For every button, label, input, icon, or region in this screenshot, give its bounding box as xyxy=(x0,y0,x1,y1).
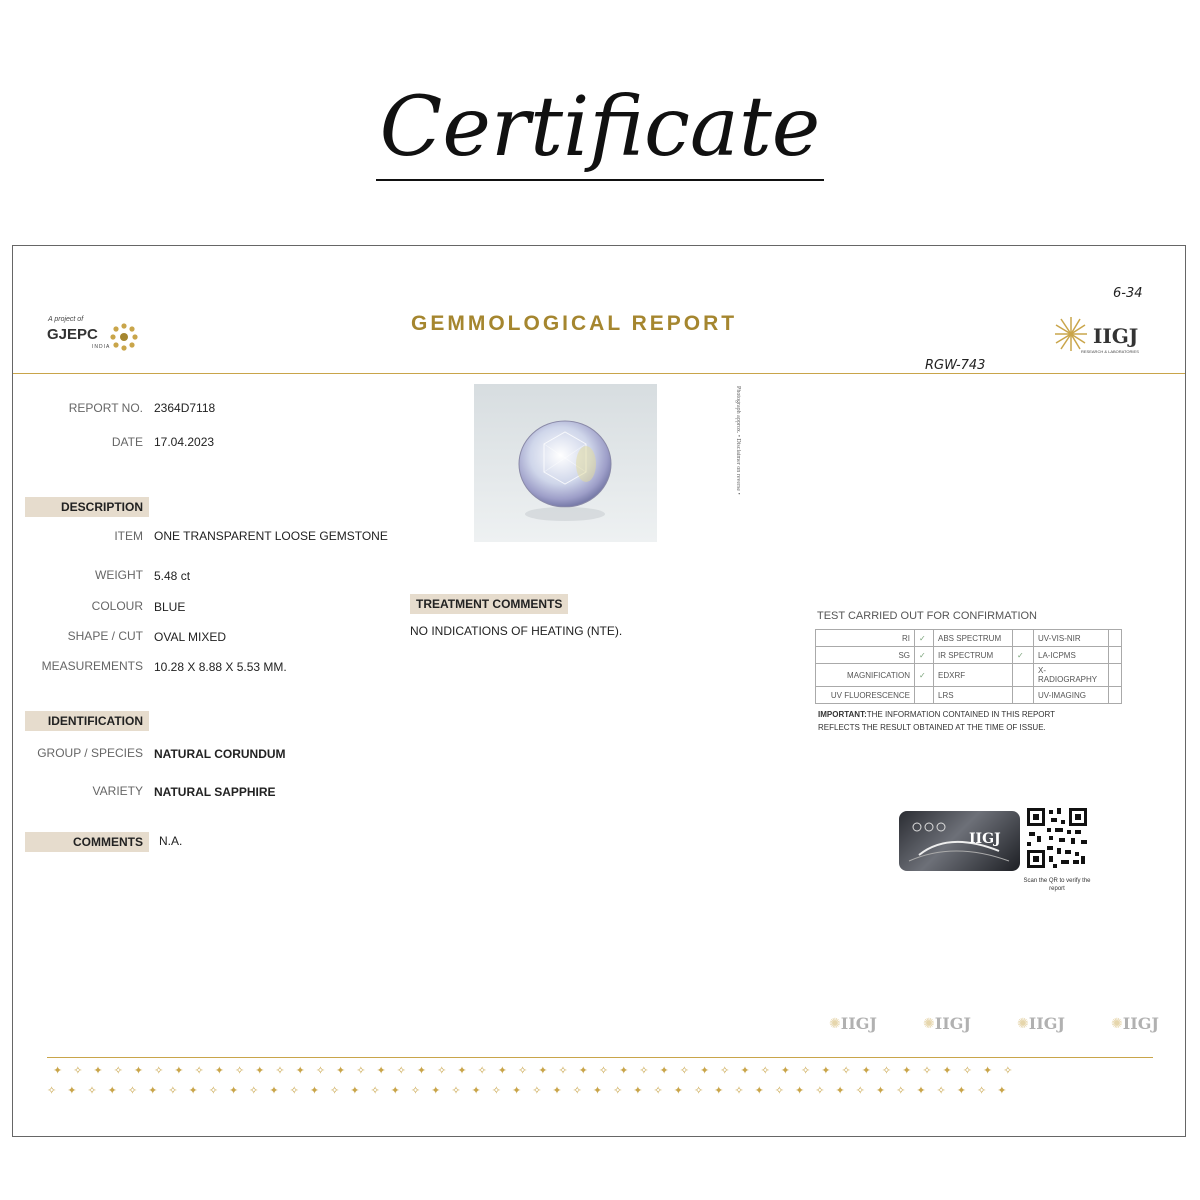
weight-value: 5.48 ct xyxy=(154,569,191,583)
variety-value: NATURAL SAPPHIRE xyxy=(154,785,276,799)
page-title-text: Certificate xyxy=(376,80,825,181)
table-row xyxy=(816,647,1122,664)
header-divider xyxy=(13,373,1185,374)
weight-label: WEIGHT xyxy=(95,568,143,582)
empty-check-cell xyxy=(1109,630,1122,647)
iigj-subtitle: RESEARCH & LABORATORIES xyxy=(1081,349,1139,354)
test-cell: ABS SPECTRUM xyxy=(934,630,1013,647)
report-no-label: REPORT NO. xyxy=(68,401,143,415)
test-cell: UV-IMAGING xyxy=(1034,687,1109,704)
check-icon: ✓ xyxy=(915,664,934,687)
table-row xyxy=(816,664,1122,687)
item-label: ITEM xyxy=(114,529,143,543)
important-text: THE INFORMATION CONTAINED IN THIS REPORT REFLECTS THE RESULT OBTAINED AT THE TIME OF ISSUE. xyxy=(818,710,1055,732)
sunburst-icon: ✺ xyxy=(1017,1015,1029,1031)
identification-heading: IDENTIFICATION xyxy=(25,711,149,731)
hologram-seal xyxy=(899,811,1020,871)
hologram-logo: IIGJ xyxy=(969,831,1001,847)
treatment-value: NO INDICATIONS OF HEATING (NTE). xyxy=(410,624,623,638)
group-label: GROUP / SPECIES xyxy=(37,746,143,760)
test-cell: RI xyxy=(816,630,915,647)
test-cell: UV FLUORESCENCE xyxy=(816,687,915,704)
gjepc-country: INDIA xyxy=(92,344,111,350)
date-value: 17.04.2023 xyxy=(154,435,215,449)
test-cell: LA-ICPMS xyxy=(1034,647,1109,664)
footer-watermark-logos xyxy=(829,1014,1159,1033)
photo-note: Photograph approx. • Disclaimer on reverse • xyxy=(735,386,741,495)
test-cell: SG xyxy=(816,647,915,664)
test-cell: IR SPECTRUM xyxy=(934,647,1013,664)
table-row xyxy=(816,687,1122,704)
gemstone-icon xyxy=(474,384,657,542)
gemstone-photo xyxy=(474,384,657,542)
iigj-sunburst-icon xyxy=(1053,316,1089,352)
hologram-pattern-icon xyxy=(899,811,1020,871)
comments-value: N.A. xyxy=(159,834,183,848)
comments-heading: COMMENTS xyxy=(25,832,149,852)
gjepc-emblem-icon xyxy=(109,322,139,352)
photo-note-wrap xyxy=(729,386,741,548)
test-cell: X-RADIOGRAPHY xyxy=(1034,664,1109,687)
footer-logo: ✺ IIGJ xyxy=(923,1014,971,1033)
date-label: DATE xyxy=(111,435,143,449)
treatment-heading: TREATMENT COMMENTS xyxy=(410,594,568,614)
shape-value: OVAL MIXED xyxy=(154,630,227,644)
qr-note: Scan the QR to verify the report xyxy=(1023,878,1091,892)
footer-diamond-pattern: ✧✦✧✦✧✦✧✦✧✦✧✦✧✦✧✦✧✦✧✦✧✦✧✦✧✦✧✦✧✦✧✦✧✦✧✦✧✦✧✦✧✦✧✦✧✦✧✦ xyxy=(47,1085,1018,1097)
empty-check-cell xyxy=(915,687,934,704)
report-heading: GEMMOLOGICAL REPORT xyxy=(411,312,738,335)
footer-logo: ✺ IIGJ xyxy=(829,1014,877,1033)
test-cell: LRS xyxy=(934,687,1013,704)
colour-label: COLOUR xyxy=(91,599,143,613)
empty-check-cell xyxy=(1013,630,1034,647)
test-cell: MAGNIFICATION xyxy=(816,664,915,687)
qr-code-icon[interactable] xyxy=(1025,806,1089,870)
check-icon: ✓ xyxy=(915,630,934,647)
footer-divider xyxy=(47,1057,1153,1058)
iigj-logo-text: IIGJ xyxy=(1093,324,1139,348)
tests-heading: TEST CARRIED OUT FOR CONFIRMATION xyxy=(817,610,1038,622)
gemmological-report-card xyxy=(12,245,1186,1137)
footer-logo: ✺ IIGJ xyxy=(1111,1014,1159,1033)
colour-value: BLUE xyxy=(154,600,186,614)
sunburst-icon: ✺ xyxy=(923,1015,935,1031)
important-label: IMPORTANT: xyxy=(818,710,867,719)
tests-table xyxy=(815,629,1122,704)
handwritten-ref: RGW-743 xyxy=(925,358,986,373)
check-icon: ✓ xyxy=(1013,647,1034,664)
item-value: ONE TRANSPARENT LOOSE GEMSTONE xyxy=(154,529,388,543)
variety-label: VARIETY xyxy=(92,784,143,798)
empty-check-cell xyxy=(1013,687,1034,704)
measurements-label: MEASUREMENTS xyxy=(41,659,143,673)
footer-diamond-pattern: ✦✧✦✧✦✧✦✧✦✧✦✧✦✧✦✧✦✧✦✧✦✧✦✧✦✧✦✧✦✧✦✧✦✧✦✧✦✧✦✧✦✧✦✧✦✧✦✧ xyxy=(53,1065,1024,1077)
group-value: NATURAL CORUNDUM xyxy=(154,747,286,761)
shape-label: SHAPE / CUT xyxy=(67,629,143,643)
gjepc-tagline: A project of xyxy=(48,316,84,323)
report-no-value: 2364D7118 xyxy=(154,401,216,415)
description-heading: DESCRIPTION xyxy=(25,497,149,517)
handwritten-note-top: 6-34 xyxy=(1113,286,1143,301)
important-note xyxy=(818,708,1093,734)
check-icon: ✓ xyxy=(915,647,934,664)
table-row xyxy=(816,630,1122,647)
empty-check-cell xyxy=(1109,647,1122,664)
footer-logo: ✺ IIGJ xyxy=(1017,1014,1065,1033)
sunburst-icon: ✺ xyxy=(1111,1015,1123,1031)
gjepc-logo-text: GJEPC xyxy=(47,326,98,343)
measurements-value: 10.28 X 8.88 X 5.53 MM. xyxy=(154,660,287,674)
empty-check-cell xyxy=(1109,664,1122,687)
empty-check-cell xyxy=(1109,687,1122,704)
empty-check-cell xyxy=(1013,664,1034,687)
test-cell: UV-VIS-NIR xyxy=(1034,630,1109,647)
sunburst-icon: ✺ xyxy=(829,1015,841,1031)
test-cell: EDXRF xyxy=(934,664,1013,687)
page-title xyxy=(0,80,1200,175)
